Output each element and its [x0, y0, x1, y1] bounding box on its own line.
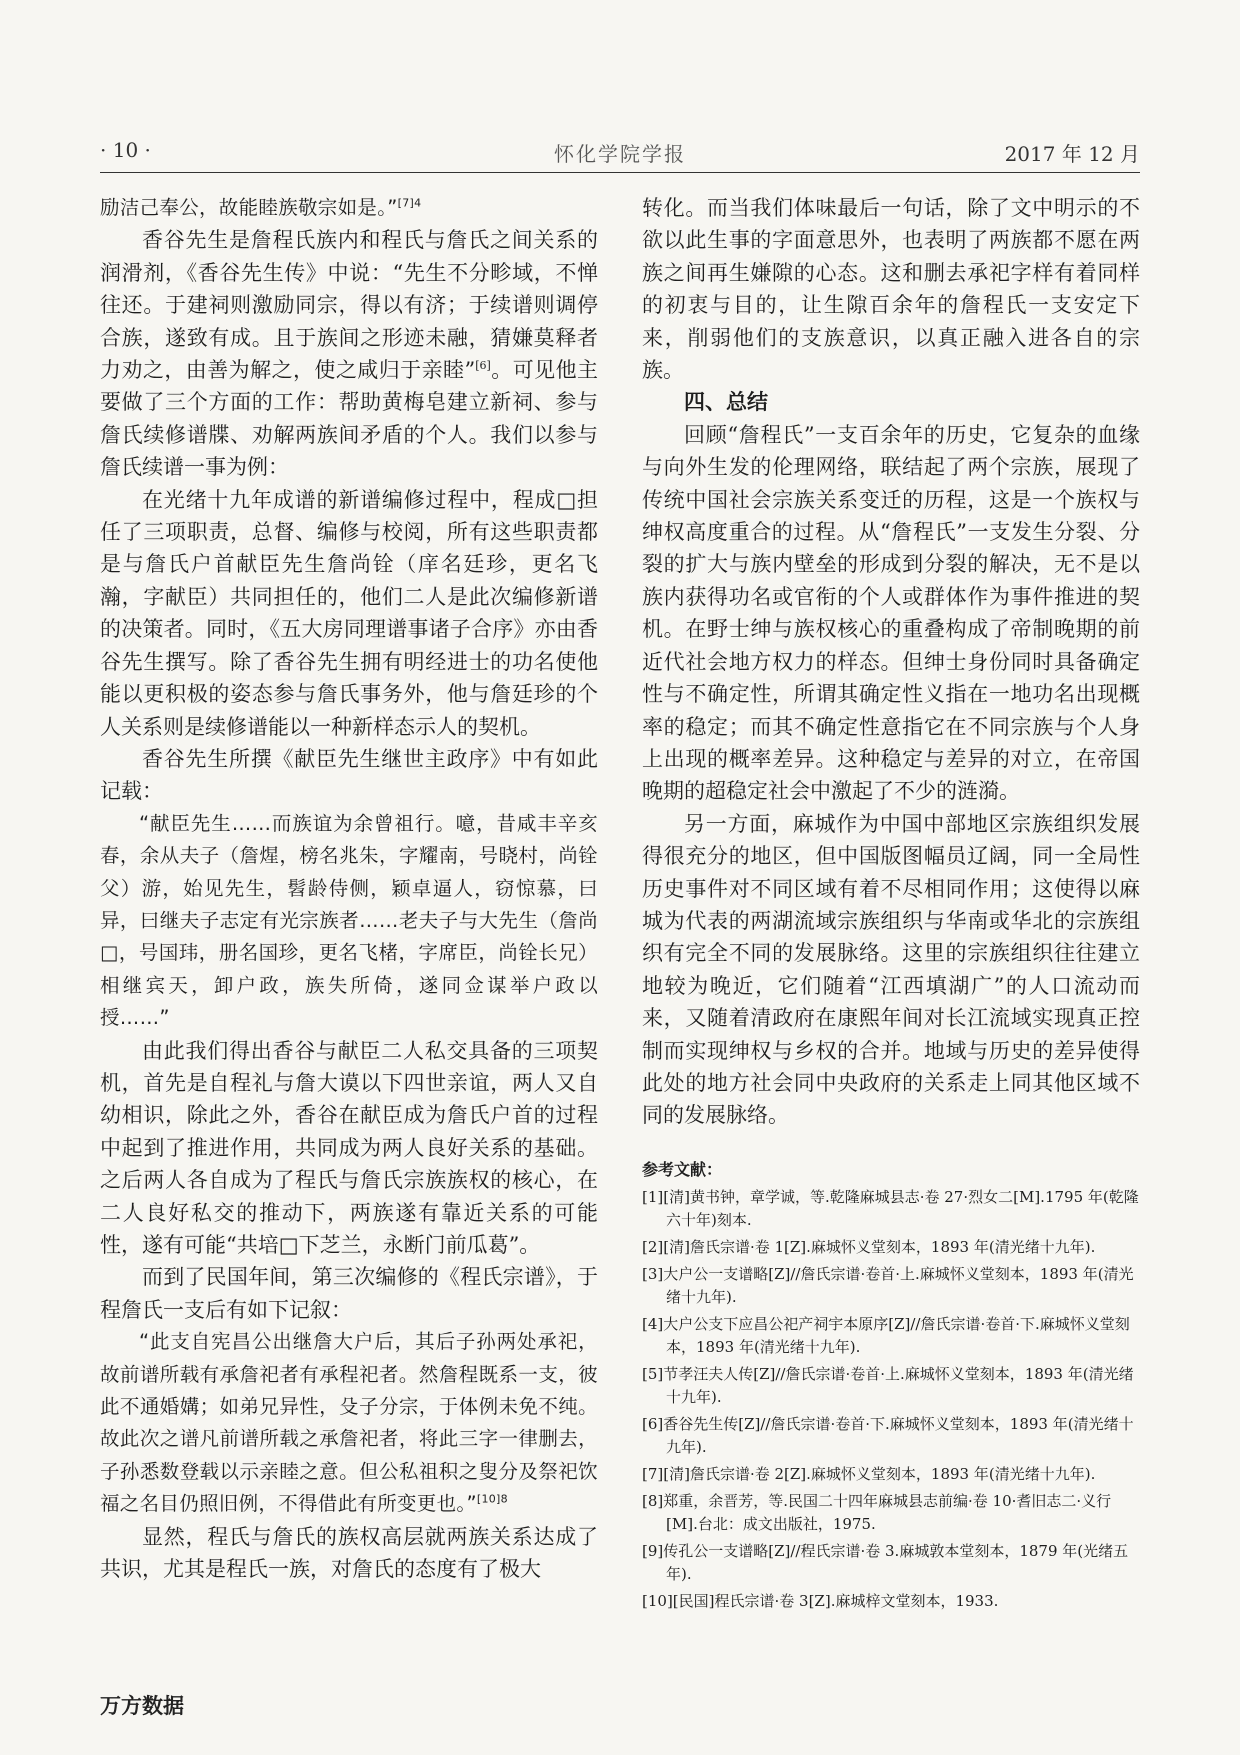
paragraph: 另一方面，麻城作为中国中部地区宗族组织发展得很充分的地区，但中国版图幅员辽阔，同一全局性历史事件对不同区域有着不尽相同作用；这使得以麻城为代表的两湖流域宗族组织与华南或华北的宗族组织有完全不同的发展脉络。这里的宗族组织往往建立地较为晚近，它们随着“江西填湖广”的人口流动而来，又随着清政府在康熙年间对长江流域实现真正控制而实现绅权与乡权的合并。地域与历史的差异使得此处的地方社会同中央政府的关系走上同其他区域不同的发展脉络。 [642, 811, 1140, 1128]
paragraph: 由此我们得出香谷与献臣二人私交具备的三项契机，首先是自程礼与詹大谟以下四世亲谊，两人又自幼相识，除此之外，香谷在献臣成为詹氏户首的过程中起到了推进作用，共同成为两人良好关系的基础。之后两人各自成为了程氏与詹氏宗族族权的核心，在二人良好私交的推动下，两族遂有靠近关系的可能性，遂有可能“共培□下芝兰，永断门前瓜葛”。 [100, 1038, 598, 1257]
paragraph: 而到了民国年间，第三次编修的《程氏宗谱》，于程詹氏一支后有如下记叙： [100, 1265, 598, 1322]
page-header [100, 138, 1140, 173]
block-quote: “此支自宪昌公出继詹大户后，其后子孙两处承祀，故前谱所载有承詹祀者有承程祀者。然詹程既系一支，彼此不通婚媾；如弟兄异性，殳子分宗，于体例未免不纯。故此次之谱凡前谱所载之承詹祀者，将此三字一律删去，子孙悉数登载以示亲睦之意。但公私祖积之叟分及祭祀饮福之名目仍照旧例，不得借此有所变更也。”$^{[10]8}$ [100, 1330, 598, 1516]
issue-date: 2017 年 12 月 [1004, 142, 1140, 166]
left-column [100, 192, 598, 1585]
reference-item: [2][清]詹氏宗谱·卷 1[Z].麻城怀义堂刻本，1893 年(清光绪十九年). [642, 1237, 1096, 1256]
journal-title: 怀化学院学报 [554, 142, 686, 166]
paragraph: 回顾“詹程氏”一支百余年的历史，它复杂的血缘与向外生发的伦理网络，联结起了两个宗族，展现了传统中国社会宗族关系变迁的历程，这是一个族权与绅权高度重合的过程。从“詹程氏”一支发生分裂、分裂的扩大与族内壁垒的形成到分裂的解决，无不是以族内获得功名或官衔的个人或群体作为事件推进的契机。在野士绅与族权核心的重叠构成了帝制晚期的前近代社会地方权力的样态。但绅士身份同时具备确定性与不确定性，所谓其确定性义指在一地功名出现概率的稳定；而其不确定性意指它在不同宗族与个人身上出现的概率差异。这种稳定与差异的对立，在帝国晚期的超稳定社会中激起了不少的涟漪。 [642, 422, 1140, 804]
reference-item: [1][清]黄书钟，章学诚，等.乾隆麻城县志·卷 27·烈女二[M].1795 年(乾隆六十年)刻本. [642, 1187, 1139, 1229]
reference-item: [7][清]詹氏宗谱·卷 2[Z].麻城怀义堂刻本，1893 年(清光绪十九年). [642, 1464, 1096, 1483]
reference-item: [8]郑重，余晋芳，等.民国二十四年麻城县志前编·卷 10·耆旧志二·义行[M].台北：成文出版社，1975. [642, 1491, 1112, 1533]
reference-item: [6]香谷先生传[Z]//詹氏宗谱·卷首·下.麻城怀义堂刻本，1893 年(清光绪十九年). [642, 1414, 1134, 1456]
reference-item: [4]大户公支下应昌公祀产祠宇本原序[Z]//詹氏宗谱·卷首·下.麻城怀义堂刻本，1893 年(清光绪十九年). [642, 1314, 1130, 1356]
paragraph: 在光绪十九年成谱的新谱编修过程中，程成□担任了三项职责，总督、编修与校阅，所有这些职责都是与詹氏户首献臣先生詹尚铨（庠名廷珍，更名飞瀚，字献臣）共同担任的，他们二人是此次编修新谱的决策者。同时，《五大房同理谱事诸子合序》亦由香谷先生撰写。除了香谷先生拥有明经进士的功名使他能以更积极的姿态参与詹氏事务外，他与詹廷珍的个人关系则是续修谱能以一种新样态示人的契机。 [100, 487, 598, 739]
paragraph: 香谷先生所撰《献臣先生继世主政序》中有如此记载： [100, 746, 598, 804]
page-number: · 10 · [100, 138, 151, 162]
watermark-text: 万方数据 [100, 1694, 184, 1718]
right-column [642, 192, 1140, 1617]
section-heading: 四、总结 [684, 390, 768, 415]
block-quote: “献臣先生……而族谊为余曾祖行。噫，昔咸丰辛亥春，余从夫子（詹煋，榜名兆朱，字耀南，号晓村，尚铨父）游，始见先生，髫龄侍侧，颖卓逼人，窃惊慕，曰异，曰继夫子志定有光宗族者……老夫子与大先生（詹尚□，号国玮，册名国珍，更名飞楮，字席臣，尚铨长兄）相继宾天，卸户政，族失所倚，遂同佥谋举户政以授……” [100, 811, 598, 1030]
reference-item: [9]传孔公一支谱略[Z]//程氏宗谱·卷 3.麻城敦本堂刻本，1879 年(光绪五年). [642, 1541, 1129, 1583]
reference-item: [10][民国]程氏宗谱·卷 3[Z].麻城梓文堂刻本，1933. [642, 1591, 999, 1610]
paragraph: 转化。而当我们体味最后一句话，除了文中明示的不欲以此生事的字面意思外，也表明了两族都不愿在两族之间再生嫌隙的心态。这和删去承祀字样有着同样的初衷与目的，让生隙百余年的詹程氏一支安定下来，削弱他们的支族意识，以真正融入进各自的宗族。 [642, 196, 1140, 383]
paragraph: 香谷先生是詹程氏族内和程氏与詹氏之间关系的润滑剂，《香谷先生传》中说：“先生不分畛域，不惮往还。于建祠则激励同宗，得以有济；于续谱则调停合族，遂致有成。且于族间之形迹未融，猜嫌莫释者力劝之，由善为解之，使之咸归于亲睦”[6]。可见他主要做了三个方面的工作：帮助黄梅皂建立新祠、参与詹氏续修谱牒、劝解两族间矛盾的个人。我们以参与詹氏续谱一事为例： [100, 228, 599, 480]
references-title: 参考文献： [642, 1159, 723, 1179]
reference-item: [5]节孝汪夫人传[Z]//詹氏宗谱·卷首·上.麻城怀义堂刻本，1893 年(清光绪十九年). [642, 1364, 1134, 1406]
reference-item: [3]大户公一支谱略[Z]//詹氏宗谱·卷首·上.麻城怀义堂刻本，1893 年(清光绪十九年). [642, 1264, 1134, 1306]
references-list [642, 1186, 1140, 1613]
paragraph: 显然，程氏与詹氏的族权高层就两族关系达成了共识，尤其是程氏一族，对詹氏的态度有了极大 [100, 1524, 598, 1582]
paragraph: 励洁己奉公，故能睦族敬宗如是。”$^{[7]4}$ [100, 196, 422, 219]
